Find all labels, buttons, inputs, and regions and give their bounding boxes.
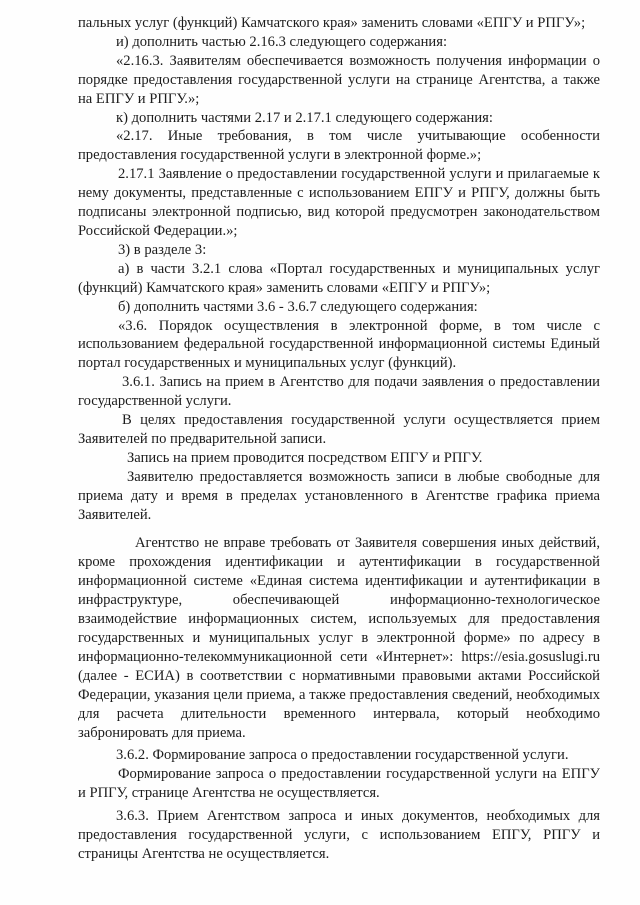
paragraph: 3.6.2. Формирование запроса о предоставлении государственной услуги.: [116, 747, 569, 764]
paragraph: б) дополнить частями 3.6 - 3.6.7 следующего содержания:: [118, 298, 478, 315]
paragraph: Заявителю предоставляется возможность записи в любые свободные для приема дату и время в пределах установленного в Агентстве графика приема Заявителей.: [78, 468, 600, 523]
paragraph: Агентство не вправе требовать от Заявителя совершения иных действий, кроме прохождения идентификации и аутентификации в государственной информационной системе «Единая система идентификации и аутентификации в инфраструктуре, обеспечивающей информационно-технологическое взаимодействие информационных систем, используемых для предоставления государственных и муниципальных услуг в электронной форме» по адресу в информационно-телекоммуникационной сети «Интернет»: https://esia.gosuslugi.ru (далее - ЕСИА) в соответствии с нормативными правовыми актами Российской Федерации, указания цели приема, а также предоставления сведений, необходимых для расчета длительности временного интервала, который необходимо забронировать для приема.: [78, 535, 600, 741]
paragraph: а) в части 3.2.1 слова «Портал государственных и муниципальных услуг (функций) Камчатского края» заменить словами «ЕПГУ и РПГУ»;: [78, 260, 600, 296]
paragraph: В целях предоставления государственной услуги осуществляется прием Заявителей по предварительной записи.: [78, 412, 600, 447]
paragraph: Запись на прием проводится посредством ЕПГУ и РПГУ.: [127, 449, 483, 466]
paragraph: 3.6.1. Запись на прием в Агентство для подачи заявления о предоставлении государственной услуги.: [78, 374, 600, 410]
paragraph: Формирование запроса о предоставлении государственной услуги на ЕПГУ и РПГУ, странице Агентства не осуществляется.: [78, 766, 600, 802]
paragraph: 3) в разделе 3:: [118, 241, 207, 258]
paragraph: к) дополнить частями 2.17 и 2.17.1 следующего содержания:: [116, 109, 493, 126]
paragraph: «2.17. Иные требования, в том числе учитывающие особенности предоставления государственной услуги в электронной форме.»;: [78, 128, 600, 164]
paragraph: «2.16.3. Заявителям обеспечивается возможность получения информации о порядке предоставления государственной услуги на странице Агентства, а также на ЕПГУ и РПГУ.»;: [78, 52, 600, 107]
paragraph: 3.6.3. Прием Агентством запроса и иных документов, необходимых для предоставления государственной услуги, с использованием ЕПГУ, РПГУ и страницы Агентства не осуществляется.: [78, 808, 600, 862]
paragraph: и) дополнить частью 2.16.3 следующего содержания:: [116, 33, 448, 50]
document-body: [78, 14, 600, 864]
paragraph: 2.17.1 Заявление о предоставлении государственной услуги и прилагаемые к нему документы, представленные с использованием ЕПГУ и РПГУ, должны быть подписаны электронной подписью, вид которой предусмотрен законодательством Российской Федерации.»;: [78, 166, 600, 239]
paragraph: пальных услуг (функций) Камчатского края» заменить словами «ЕПГУ и РПГУ»;: [78, 15, 586, 31]
paragraph: «3.6. Порядок осуществления в электронной форме, в том числе с использованием федеральной государственной информационной системы Единый портал государственных и муниципальных услуг (функций).: [78, 317, 600, 372]
